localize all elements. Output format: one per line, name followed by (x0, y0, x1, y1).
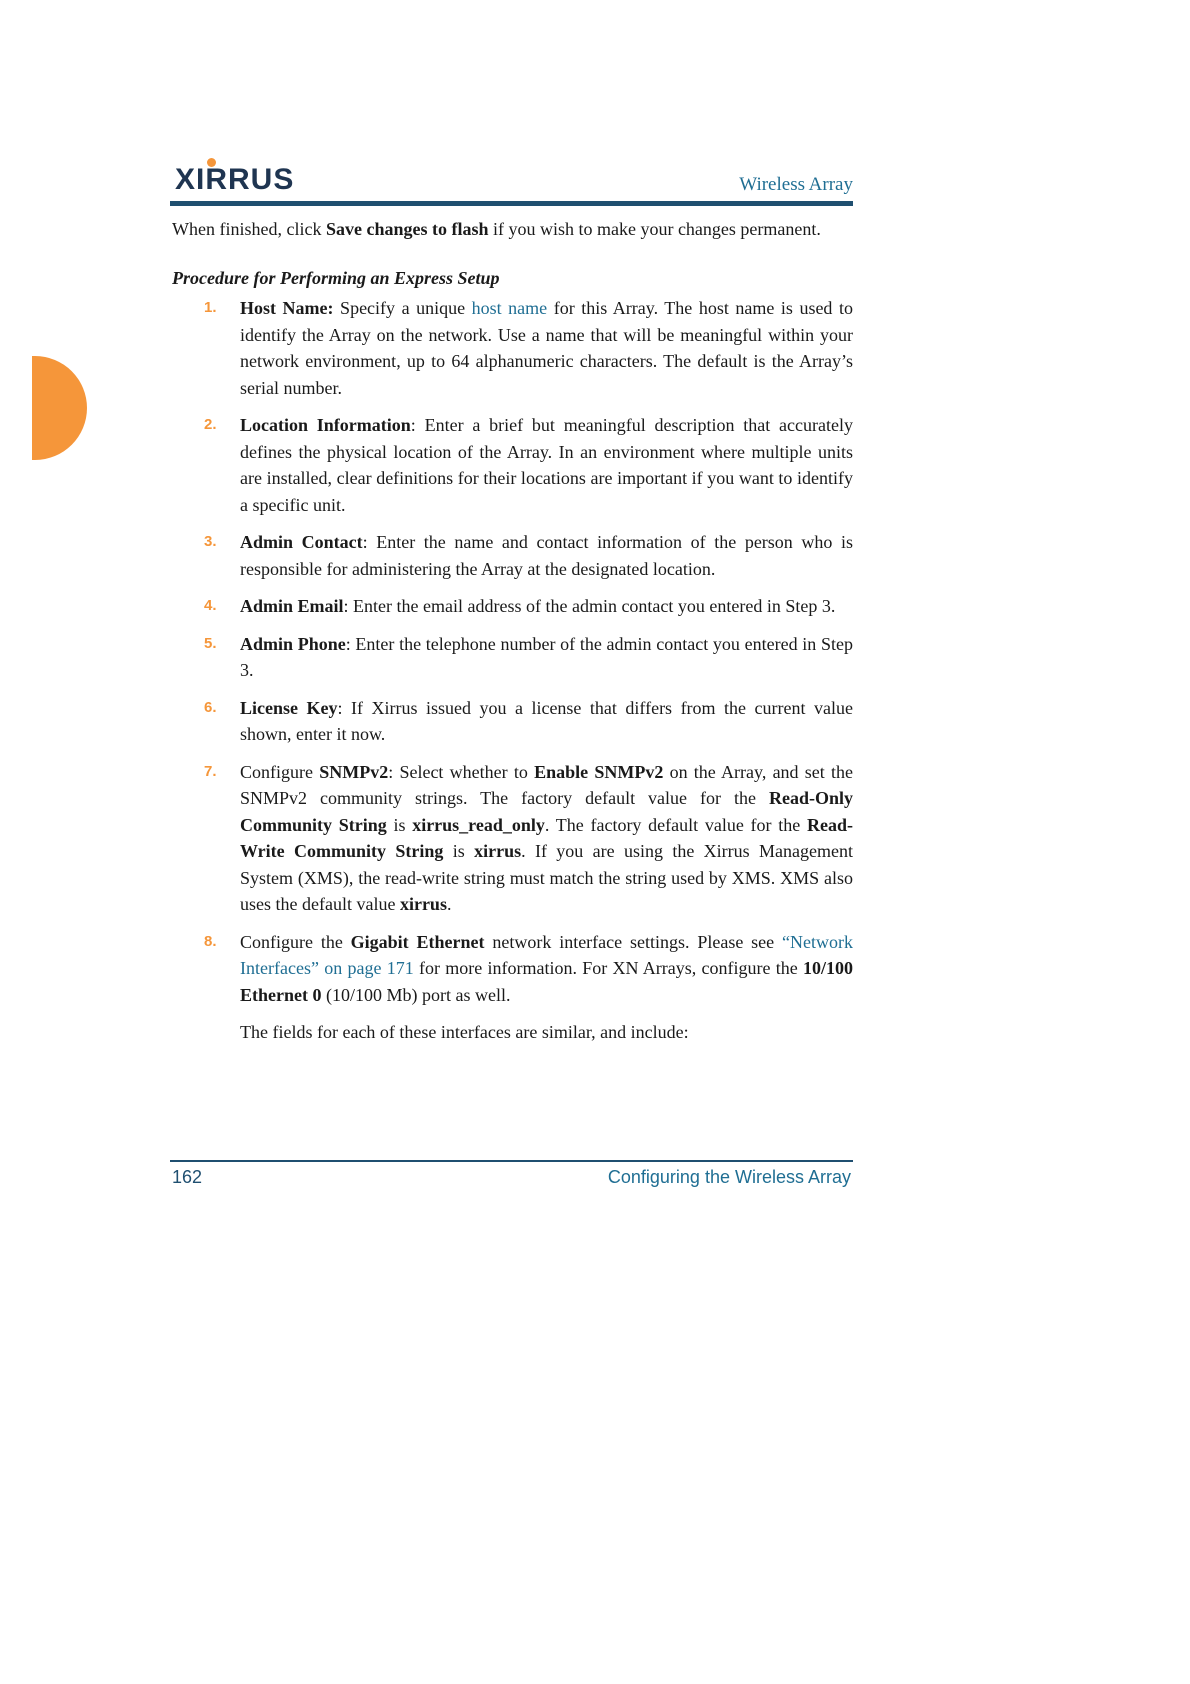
step-item: 5. Admin Phone: Enter the telephone number of the admin contact you entered in Step 3. (204, 633, 853, 680)
network-interfaces-link[interactable]: “Network Interfaces” on page 171 (240, 931, 853, 978)
intro-paragraph: When finished, click Save changes to flash if you wish to make your changes permanent. (172, 219, 821, 239)
step-item: 1. Host Name: Specify a unique host name for this Array. The host name is used to identify the Array on the network. Use a name that will be meaningful within your network environment, up to 64 alphanumeric characters. The default is the Array’s serial number. (204, 298, 853, 398)
follow-paragraph: The fields for each of these interfaces are similar, and include: (240, 1022, 689, 1042)
step-item: 3. Admin Contact: Enter the name and contact information of the person who is responsible for administering the Array at the designated location. (204, 532, 853, 579)
footer-rule (170, 1160, 853, 1162)
host-name-link[interactable]: host name (471, 298, 548, 318)
header-product-name: Wireless Array (739, 174, 853, 195)
step-item: 2. Location Information: Enter a brief but meaningful description that accurately defines the physical location of the Array. In an environment where multiple units are installed, clear definitions for their locations are important if you want to identify a specific unit. (204, 415, 853, 515)
page-body (172, 216, 853, 1046)
step-item: 4. Admin Email: Enter the email address of the admin contact you entered in Step 3. (204, 596, 836, 616)
page-number: 162 (172, 1167, 203, 1187)
procedure-title: Procedure for Performing an Express Setup (172, 267, 500, 288)
page-header: XIRRUS Wireless Array (170, 150, 853, 206)
footer-chapter-title: Configuring the Wireless Array (607, 1167, 851, 1187)
page-footer (170, 1160, 853, 1187)
header-rule (170, 201, 853, 206)
step-item: 6. License Key: If Xirrus issued you a license that differs from the current value shown, enter it now. (204, 697, 853, 744)
procedure-steps (172, 295, 853, 1008)
step-item: 8. Configure the Gigabit Ethernet network interface settings. Please see “Network Interfaces” on page 171 for more information. For XN Arrays, configure the 10/100 Ethernet 0 (10/100 Mb) port as well. (204, 931, 853, 1005)
chapter-tab (32, 356, 87, 460)
step-item: 7. Configure SNMPv2: Select whether to Enable SNMPv2 on the Array, and set the SNMPv2 community strings. The factory default value for the Read-Only Community String is xirrus_read_only. The factory default value for the Read-Write Community String is xirrus. If you are using the Xirrus Management System (XMS), the read-write string must match the string used by XMS. XMS also uses the default value xirrus. (204, 761, 853, 914)
